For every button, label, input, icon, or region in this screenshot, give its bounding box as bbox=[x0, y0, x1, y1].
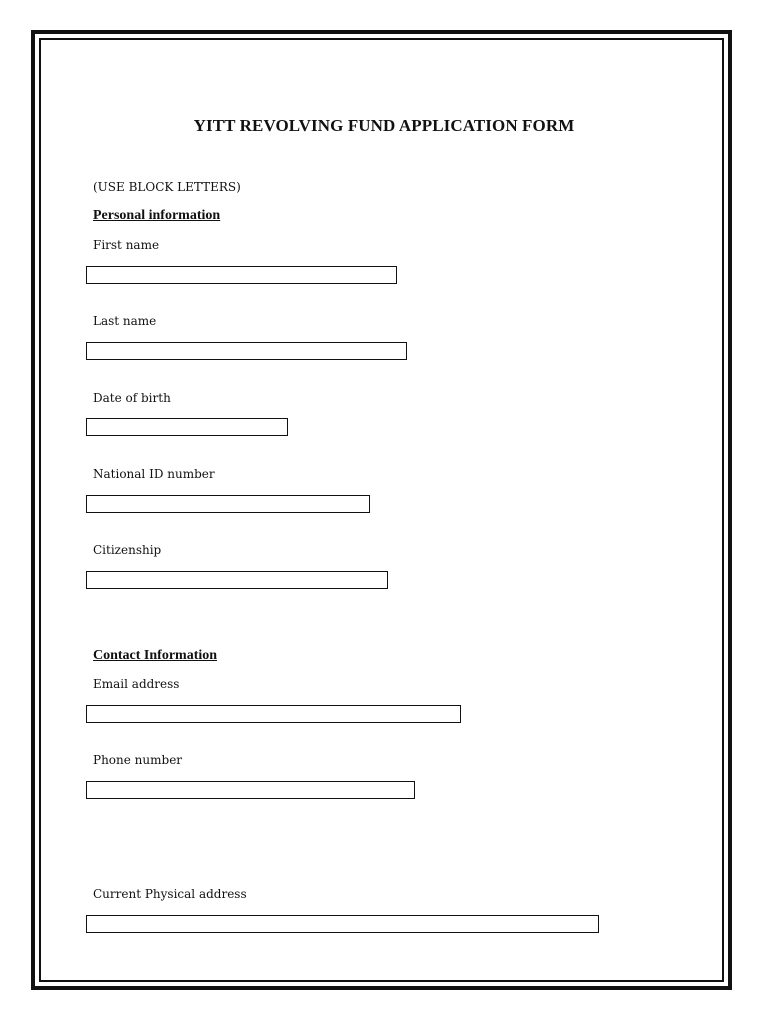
physical-address-input[interactable] bbox=[86, 915, 599, 933]
physical-address-label: Current Physical address bbox=[93, 887, 247, 901]
form-title: YITT REVOLVING FUND APPLICATION FORM bbox=[193, 116, 575, 135]
date-of-birth-label: Date of birth bbox=[93, 391, 171, 405]
last-name-label: Last name bbox=[93, 314, 157, 328]
national-id-label: National ID number bbox=[93, 467, 215, 481]
email-input[interactable] bbox=[86, 705, 461, 723]
citizenship-input[interactable] bbox=[86, 571, 388, 589]
first-name-input[interactable] bbox=[86, 266, 397, 284]
phone-input[interactable] bbox=[86, 781, 415, 799]
contact-info-heading: Contact Information bbox=[93, 648, 218, 663]
date-of-birth-input[interactable] bbox=[86, 418, 288, 436]
block-letters-note: (USE BLOCK LETTERS) bbox=[93, 180, 241, 194]
first-name-label: First name bbox=[93, 238, 160, 252]
personal-info-heading: Personal information bbox=[93, 208, 221, 223]
phone-label: Phone number bbox=[93, 753, 183, 767]
citizenship-label: Citizenship bbox=[93, 543, 162, 557]
national-id-input[interactable] bbox=[86, 495, 370, 513]
email-label: Email address bbox=[93, 677, 180, 691]
last-name-input[interactable] bbox=[86, 342, 407, 360]
